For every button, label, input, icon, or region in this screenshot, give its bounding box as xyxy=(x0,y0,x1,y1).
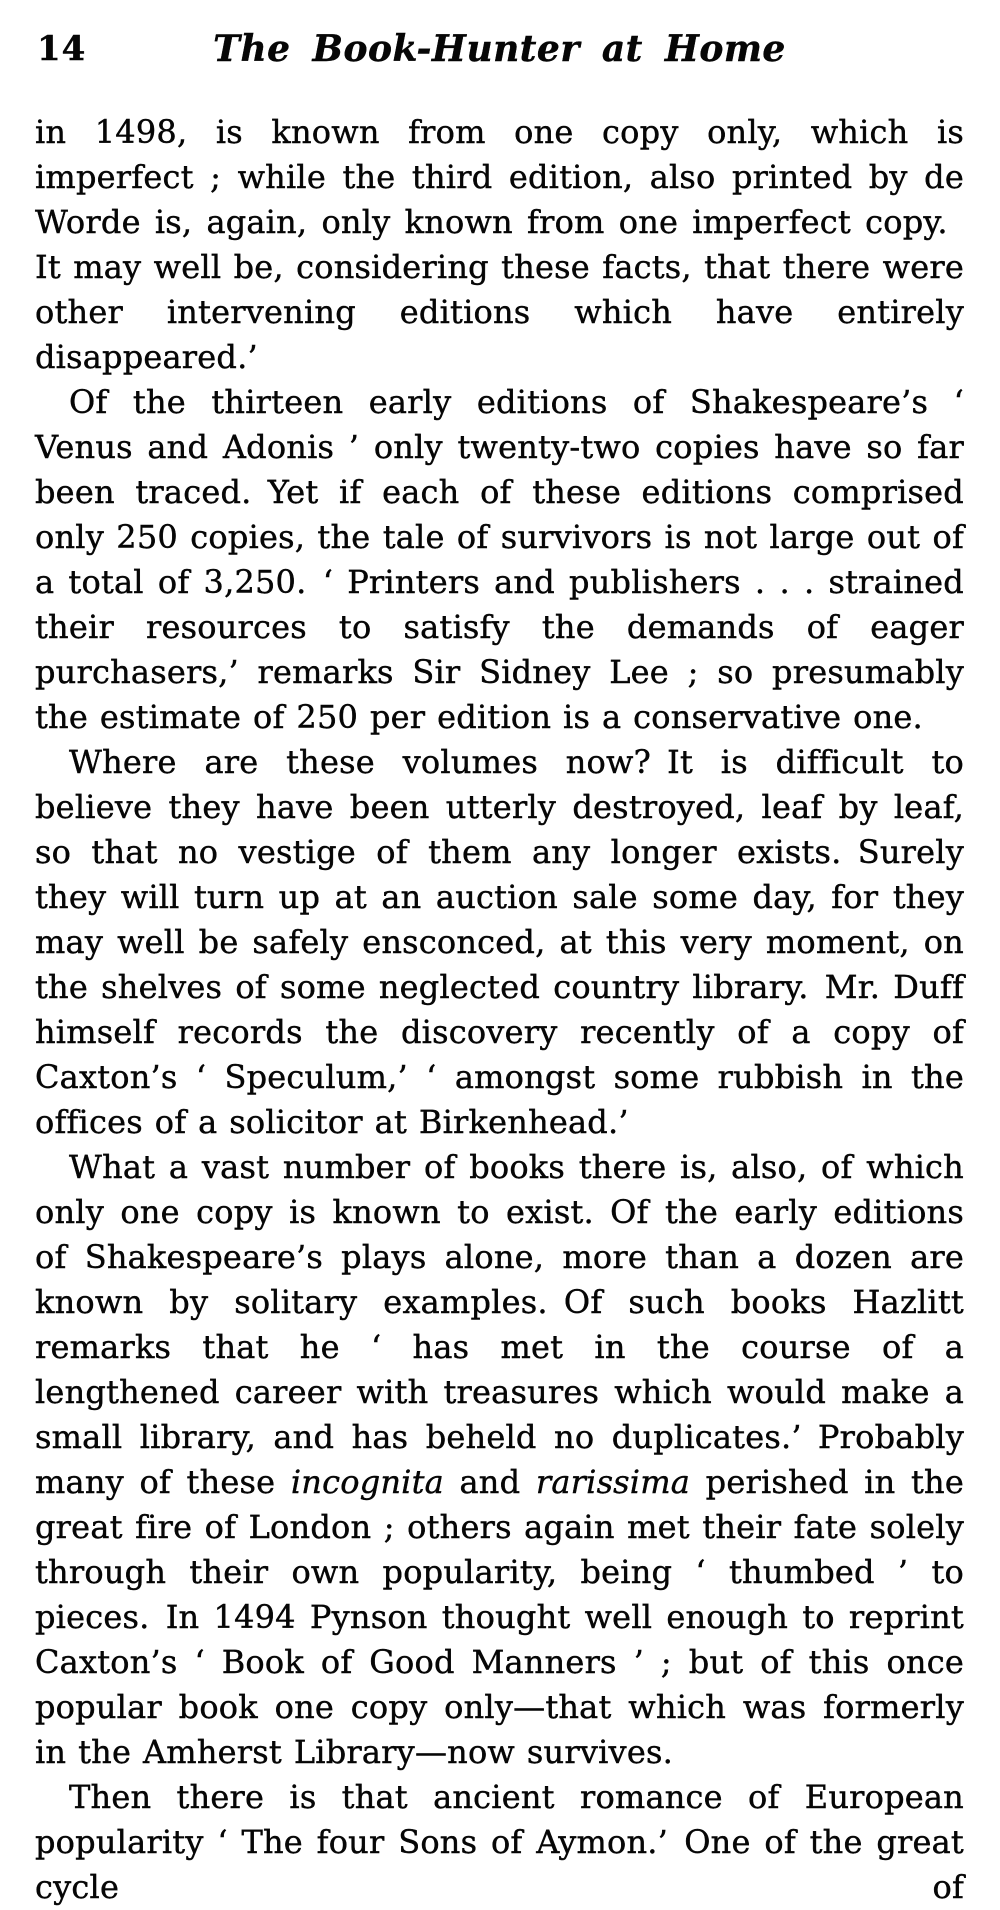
paragraph-text: perished in the great fire of London ; others again met their fate solely through their own popularity, being ‘ thumbed ’ to pieces. In 1494 Pynson thought well enough to reprint Caxton’s ‘ Book of Good Manners ’ ; but of this once popular book one copy only—that which was formerly in the Amherst Library—now survives. xyxy=(35,1463,965,1771)
italic-word-incognita: incognita xyxy=(290,1463,444,1501)
paragraph-text: and xyxy=(443,1463,536,1501)
page-header xyxy=(35,26,964,72)
page-body xyxy=(35,110,964,1910)
paragraph-text: Of the thirteen early editions of Shakespeare’s ‘ Venus and Adonis ’ only twenty-two copies have so far been traced. Yet if each of these editions comprised only 250 copies, the tale of survivors is not large out of a total of 3,250. ‘ Printers and publishers . . . strained their resources to satisfy the demands of eager purchasers,’ remarks Sir Sidney Lee ; so presumably the estimate of 250 per edition is a conservative one. xyxy=(35,383,964,736)
paragraph-text: Where are these volumes now? It is difficult to believe they have been utterly destroyed, leaf by leaf, so that no vestige of them any longer exists. Surely they will turn up at an auction sale some day, for they may well be safely ensconced, at this very moment, on the shelves of some neglected country library. Mr. Duff himself records the discovery recently of a copy of Caxton’s ‘ Speculum,’ ‘ amongst some rubbish in the offices of a solicitor at Birkenhead.’ xyxy=(35,743,964,1141)
paragraph-2 xyxy=(35,380,964,740)
paragraph-5 xyxy=(35,1775,964,1910)
paragraph-text: in 1498, is known from one copy only, which is imperfect ; while the third edition, also printed by de Worde is, again, only known from one imperfect copy. It may well be, considering these facts, that there were other intervening editions which have entirely disappeared.’ xyxy=(35,113,964,376)
paragraph-1 xyxy=(35,110,964,380)
paragraph-text: Then there is that ancient romance of European popularity ‘ The four Sons of Aymon.’ One of the great cycle of xyxy=(35,1778,964,1906)
paragraph-3 xyxy=(35,740,964,1145)
running-title: The Book-Hunter at Home xyxy=(213,28,786,70)
page-number: 14 xyxy=(37,29,87,69)
paragraph-text: What a vast number of books there is, also, of which only one copy is known to exist. Of the early editions of Shakespeare’s plays alone, more than a dozen are known by solitary examples. Of such books Hazlitt remarks that he ‘ has met in the course of a lengthened career with treasures which would make a small library, and has beheld no duplicates.’ Probably many of these xyxy=(35,1148,964,1501)
italic-word-rarissima: rarissima xyxy=(535,1463,691,1501)
paragraph-4 xyxy=(35,1145,964,1775)
